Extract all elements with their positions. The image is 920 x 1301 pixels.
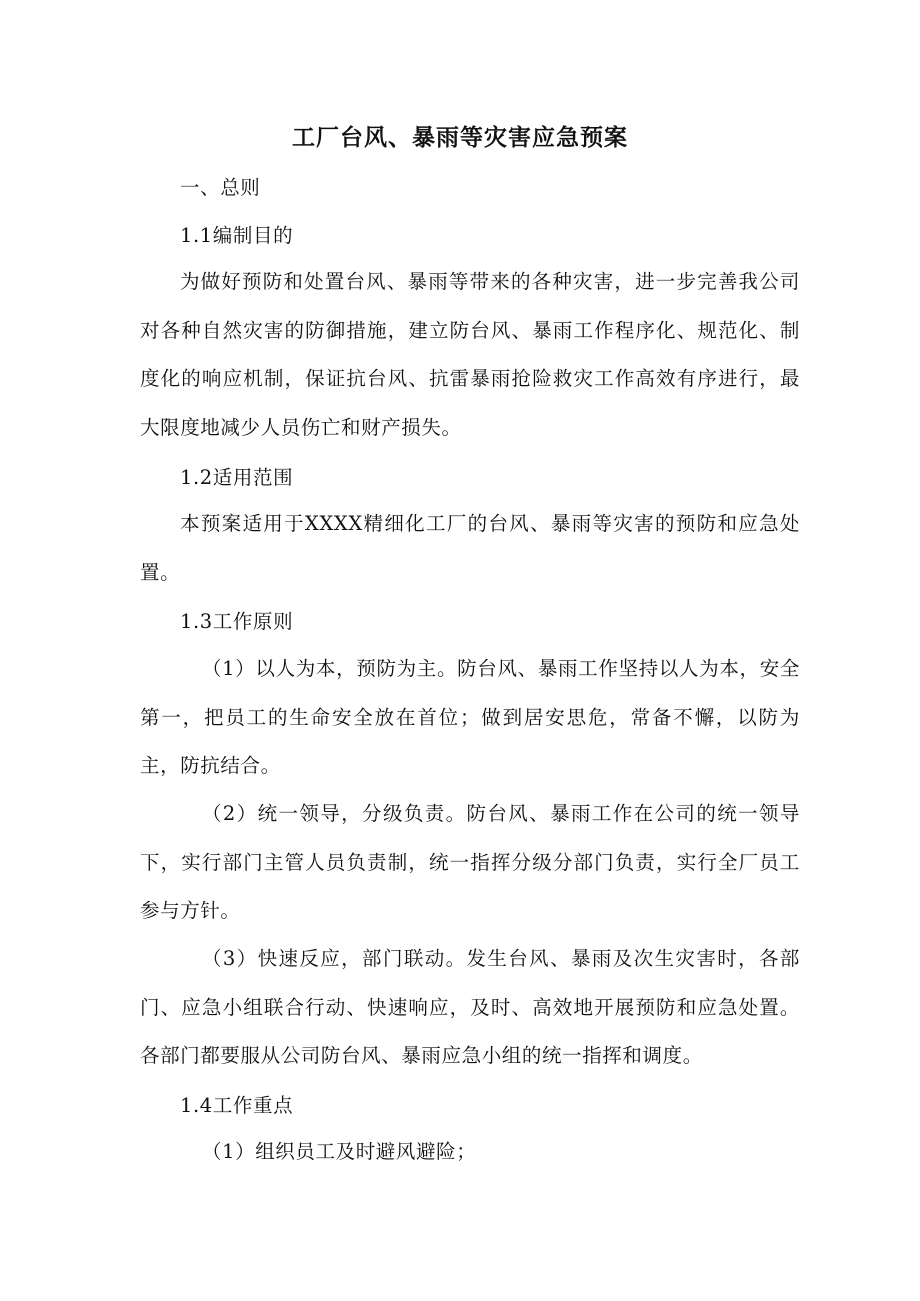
paragraph-1-4-focus-1: （1）组织员工及时避风避险； [202, 1140, 477, 1163]
paragraph-1-2-scope: 本预案适用于XXXX精细化工厂的台风、暴雨等灾害的预防和应急处置。 [140, 512, 800, 584]
document-title: 工厂台风、暴雨等灾害应急预案 [292, 125, 628, 151]
paragraph-1-1-purpose: 为做好预防和处置台风、暴雨等带来的各种灾害，进一步完善我公司对各种自然灾害的防御措施，建立防台风、暴雨工作程序化、规范化、制度化的响应机制，保证抗台风、抗雷暴雨抢险救灾工作高效有序进行，最大限度地减少人员伤亡和财产损失。 [140, 270, 800, 439]
paragraph-1-3-principle-3: （3）快速反应，部门联动。发生台风、暴雨及次生灾害时，各部门、应急小组联合行动、快速响应，及时、高效地开展预防和应急处置。各部门都要服从公司防台风、暴雨应急小组的统一指挥和调度。 [140, 947, 800, 1067]
paragraph-1-3-principle-1: （1）以人为本，预防为主。防台风、暴雨工作坚持以人为本，安全第一，把员工的生命安全放在首位；做到居安思危，常备不懈，以防为主，防抗结合。 [140, 657, 800, 777]
heading-1-4-focus: 1.4工作重点 [180, 1094, 294, 1117]
paragraph-1-3-principle-2: （2）统一领导，分级负责。防台风、暴雨工作在公司的统一领导下，实行部门主管人员负责制，统一指挥分级分部门负责，实行全厂员工参与方针。 [140, 802, 800, 922]
heading-1-1-purpose: 1.1编制目的 [180, 224, 294, 247]
heading-1-3-principles: 1.3工作原则 [180, 610, 294, 633]
heading-1-2-scope: 1.2适用范围 [180, 466, 294, 489]
section-heading-general: 一、总则 [180, 176, 261, 199]
